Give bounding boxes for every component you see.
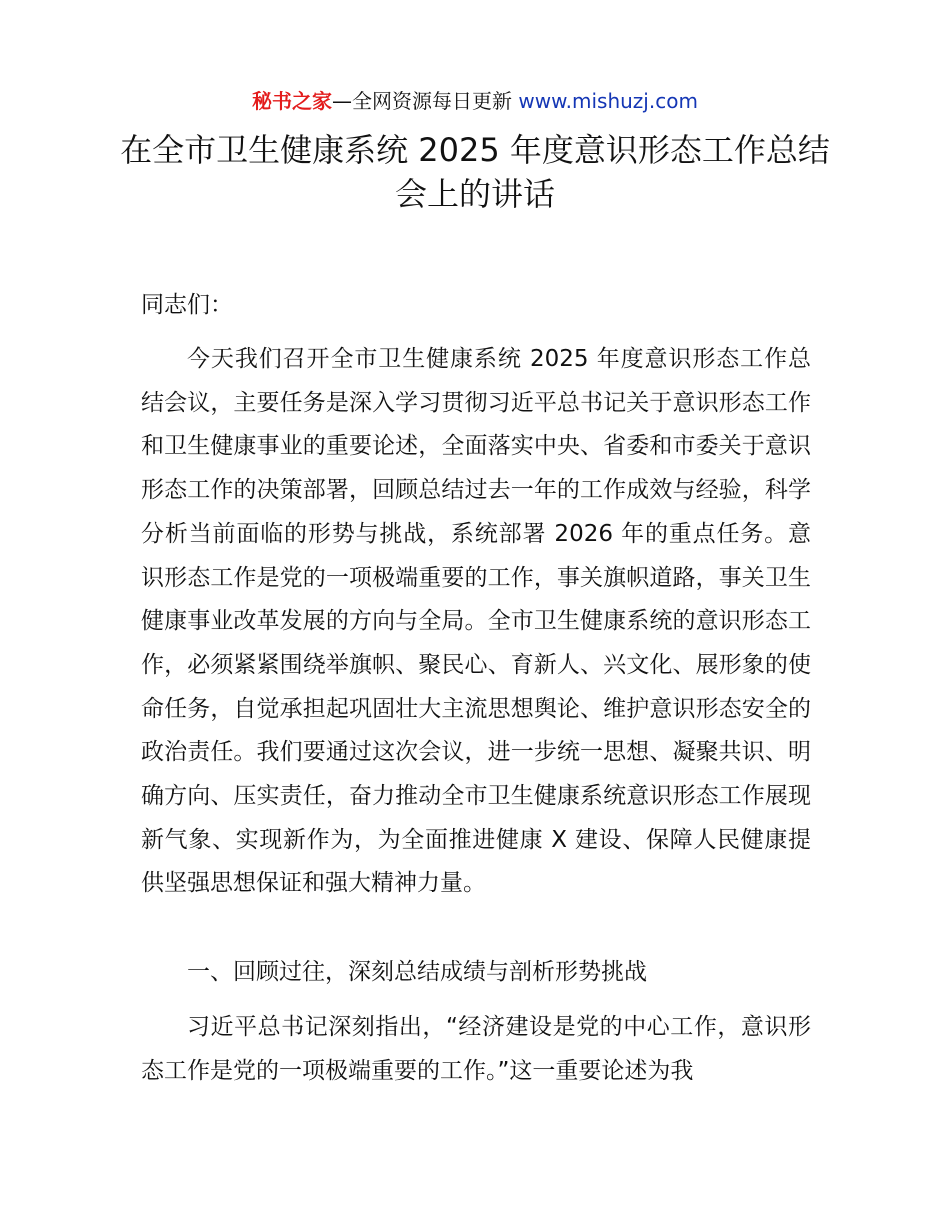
site-url-link[interactable]: www.mishuzj.com [518, 89, 698, 113]
document-title: 在全市卫生健康系统 2025 年度意识形态工作总结会上的讲话 [120, 131, 830, 213]
body-paragraph-2: 习近平总书记深刻指出，“经济建设是党的中心工作，意识形态工作是党的一项极端重要的工作。”这一重要论述为我 [141, 1014, 811, 1084]
brand-tagline: —全网资源每日更新 [332, 89, 513, 113]
salutation: 同志们： [141, 292, 233, 318]
brand-name: 秘书之家 [252, 89, 333, 113]
site-header [0, 86, 950, 116]
section-heading-1: 一、回顾过往，深刻总结成绩与剖析形势挑战 [187, 959, 647, 985]
body-paragraph-1: 今天我们召开全市卫生健康系统 2025 年度意识形态工作总结会议，主要任务是深入学习贯彻习近平总书记关于意识形态工作和卫生健康事业的重要论述，全面落实中央、省委和市委关于意识形态工作的决策部署，回顾总结过去一年的工作成效与经验，科学分析当前面临的形势与挑战，系统部署 2026 年的重点任务。意识形态工作是党的一项极端重要的工作，事关旗帜道路，事关卫生健康事业改革发展的方向与全局。全市卫生健康系统的意识形态工作，必须紧紧围绕举旗帜、聚民心、育新人、兴文化、展形象的使命任务，自觉承担起巩固壮大主流思想舆论、维护意识形态安全的政治责任。我们要通过这次会议，进一步统一思想、凝聚共识、明确方向、压实责任，奋力推动全市卫生健康系统意识形态工作展现新气象、实现新作为，为全面推进健康 X 建设、保障人民健康提供坚强思想保证和强大精神力量。 [141, 346, 811, 897]
